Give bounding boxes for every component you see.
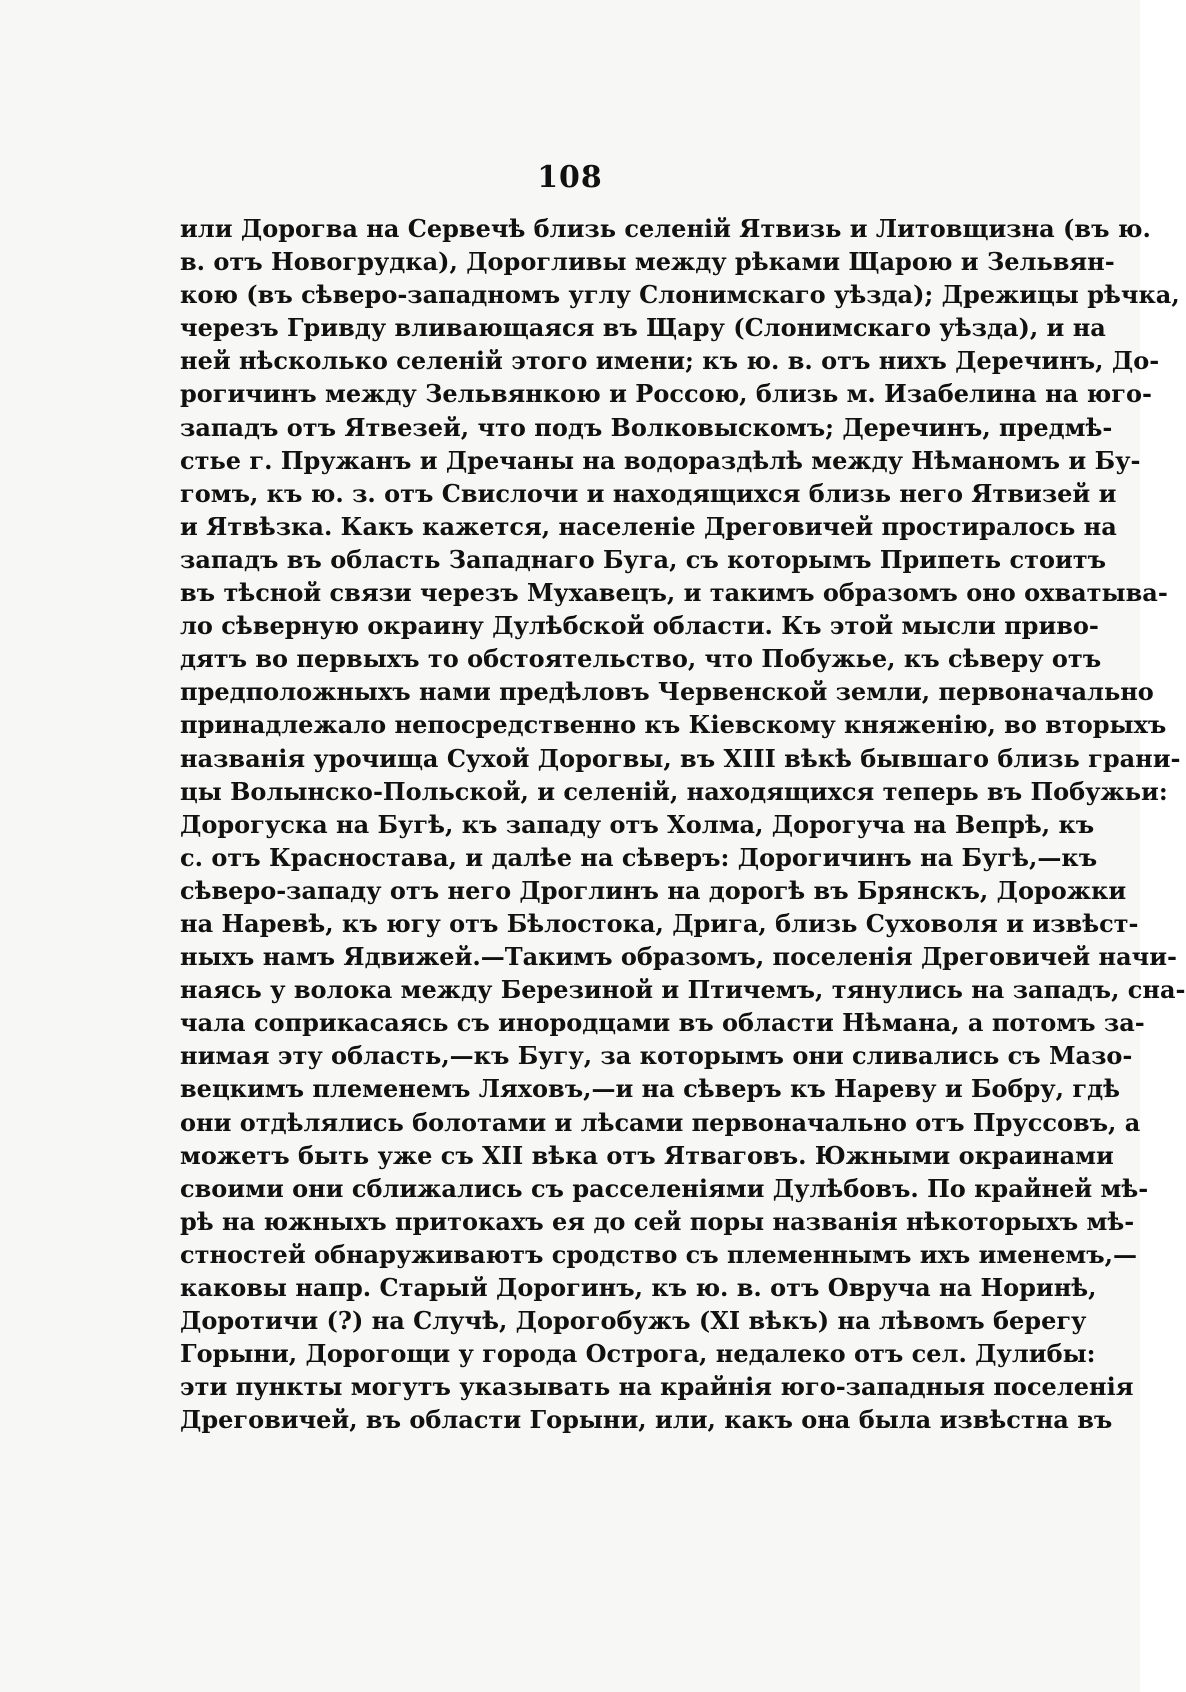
text-line: рогичинъ между Зельвянкою и Россою, близь м. Изабелина на юго-: [180, 379, 1152, 409]
text-line: вецкимъ племенемъ Ляховъ,—и на сѣверъ къ Нареву и Бобру, гдѣ: [180, 1074, 1120, 1104]
text-line: Доротичи (?) на Случѣ, Дорогобужъ (XI вѣкъ) на лѣвомъ берегу: [180, 1306, 1087, 1336]
text-line: черезъ Гривду вливающаяся въ Щару (Слонимскаго уѣзда), и на: [180, 313, 1106, 343]
text-line: можетъ быть уже съ XII вѣка отъ Ятваговъ. Южными окраинами: [180, 1140, 1114, 1170]
text-line: на Наревѣ, къ югу отъ Бѣлостока, Дрига, близь Суховоля и извѣст-: [180, 908, 1139, 938]
text-line: предположныхъ нами предѣловъ Червенской земли, первоначально: [180, 677, 1154, 707]
body-text: [180, 212, 1186, 1436]
text-line: чала соприкасаясь съ инородцами въ области Нѣмана, а потомъ за-: [180, 1008, 1145, 1038]
text-line: своими они сближались съ расселеніями Дулѣбовъ. По крайней мѣ-: [180, 1173, 1149, 1203]
text-line: стностей обнаруживаютъ сродство съ племеннымъ ихъ именемъ,—: [180, 1239, 1137, 1269]
text-line: западъ отъ Ятвезей, что подъ Волковыскомъ; Деречинъ, предмѣ-: [180, 412, 1113, 442]
text-line: ло сѣверную окраину Дулѣбской области. Къ этой мысли приво-: [180, 611, 1099, 641]
text-line: ней нѣсколько селеній этого имени; къ ю. в. отъ нихъ Деречинъ, До-: [180, 346, 1160, 376]
text-line: рѣ на южныхъ притокахъ ея до сей поры названія нѣкоторыхъ мѣ-: [180, 1206, 1135, 1236]
text-line: Горыни, Дорогощи у города Острога, недалеко отъ сел. Дулибы:: [180, 1339, 1096, 1369]
text-line: эти пункты могутъ указывать на крайнія юго-западныя поселенія: [180, 1372, 1134, 1402]
text-line: с. отъ Красностава, и далѣе на сѣверъ: Дорогичинъ на Бугѣ,—къ: [180, 842, 1098, 872]
text-line: ныхъ намъ Ядвижей.—Такимъ образомъ, поселенія Дреговичей начи-: [180, 942, 1177, 972]
page-number: 108: [537, 160, 603, 195]
text-line: гомъ, къ ю. з. отъ Свислочи и находящихся близь него Ятвизей и: [180, 478, 1117, 508]
text-line: кою (въ сѣверо-западномъ углу Слонимскаго уѣзда); Дрежицы рѣчка,: [180, 280, 1180, 310]
text-line: Дреговичей, въ области Горыни, или, какъ она была извѣстна въ: [180, 1405, 1113, 1435]
text-line: принадлежало непосредственно къ Кіевскому княженію, во вторыхъ: [180, 710, 1167, 740]
text-line: каковы напр. Старый Дорогинъ, къ ю. в. отъ Овруча на Норинѣ,: [180, 1273, 1097, 1302]
text-line: названія урочища Сухой Дорогвы, въ XIII вѣкѣ бывшаго близь грани-: [180, 743, 1181, 773]
text-line: дятъ во первыхъ то обстоятельство, что Побужье, къ сѣверу отъ: [180, 644, 1102, 674]
text-line: или Дорогва на Сервечѣ близь селеній Ятвизь и Литовщизна (въ ю.: [180, 214, 1151, 243]
text-line: нимая эту область,—къ Бугу, за которымъ они сливались съ Мазо-: [180, 1041, 1133, 1071]
text-line: въ тѣсной связи черезъ Мухавецъ, и такимъ образомъ оно охватыва-: [180, 578, 1168, 608]
text-line: наясь у волока между Березиной и Птичемъ, тянулись на западъ, сна-: [180, 975, 1186, 1005]
text-line: и Ятвѣзка. Какъ кажется, населеніе Дреговичей простиралось на: [180, 511, 1117, 541]
text-line: сѣверо-западу отъ него Дроглинъ на дорогѣ въ Брянскъ, Дорожки: [180, 875, 1127, 905]
text-line: стье г. Пружанъ и Дречаны на водораздѣлѣ между Нѣманомъ и Бу-: [180, 445, 1141, 475]
text-line: в. отъ Новогрудка), Дорогливы между рѣками Щарою и Зельвян-: [180, 247, 1115, 277]
text-line: цы Волынско-Польской, и селеній, находящихся теперь въ Побужьи:: [180, 776, 1168, 806]
text-line: западъ въ область Западнаго Буга, съ которымъ Припеть стоитъ: [180, 544, 1107, 574]
text-line: Дорогуска на Бугѣ, къ западу отъ Холма, Дорогуча на Вепрѣ, къ: [180, 809, 1095, 839]
text-line: они отдѣлялись болотами и лѣсами первоначально отъ Пруссовъ, а: [180, 1107, 1141, 1137]
